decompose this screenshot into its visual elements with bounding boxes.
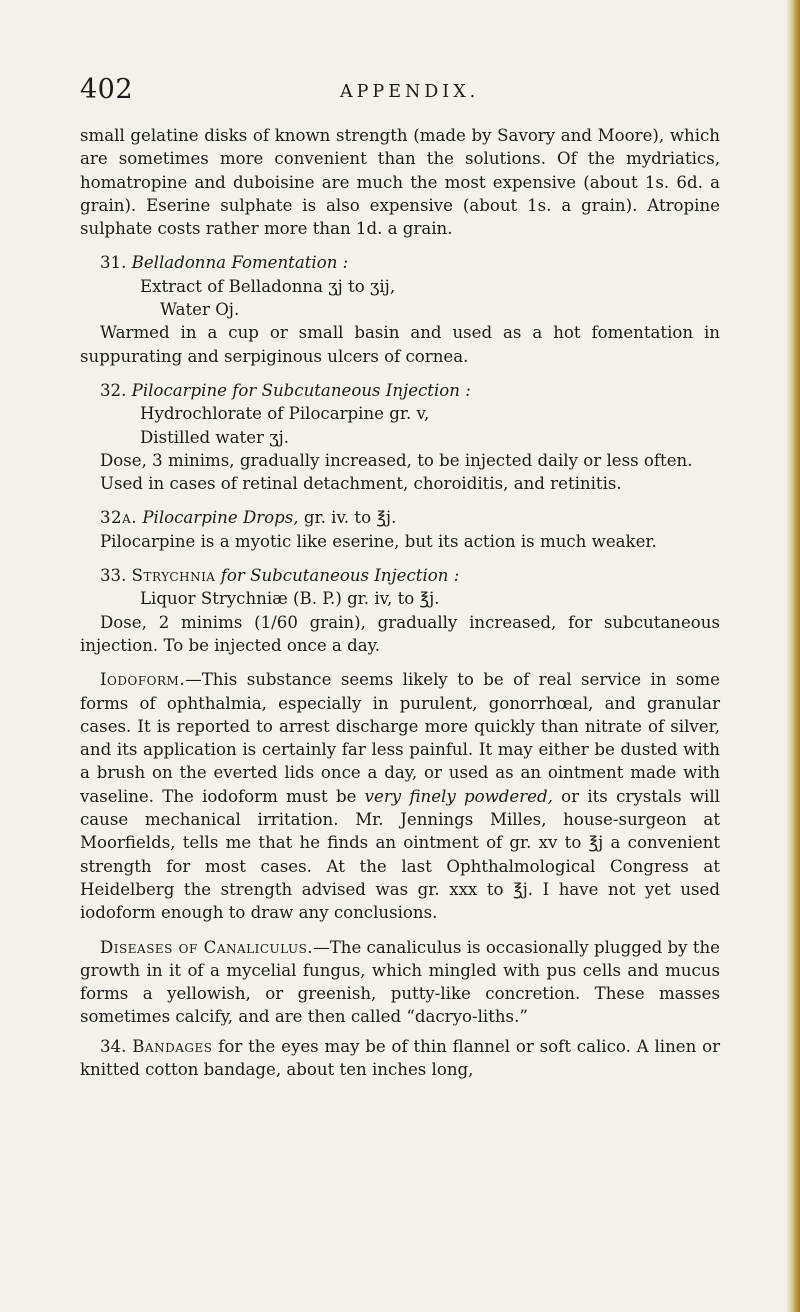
page-number: 402	[80, 74, 134, 105]
iodoform-paragraph: Iodoform.—This substance seems likely to be of real service in some forms of ophthalmia, especially in purulent, gonorrhœal, and granular cases. It is reported to arrest discharge more quickly than nitrate of silver, and its application is certainly far less painful. It may either be dusted with a brush on the everted lids once a day, or used as an ointment made with vaseline. The iodoform must be very finely powdered, or its crystals will cause mechanical irritation. Mr. Jennings Milles, house-surgeon at Moorfields, tells me that he finds an ointment of gr. xv to ℥j a convenient strength for most cases. At the last Ophthalmological Congress at Heidelberg the strength advised was gr. xxx to ℥j. I have not yet used iodoform enough to draw any conclusions.	[80, 670, 720, 923]
section-32-rx-line-1: Hydrochlorate of Pilocarpine gr. v,	[140, 404, 430, 424]
section-32-rx-line-2: Distilled water ʒj.	[140, 427, 290, 447]
running-head: APPENDIX.	[340, 82, 480, 102]
book-page	[80, 68, 720, 1081]
section-32a-text: Pilocarpine is a myotic like eserine, but its action is much weaker.	[100, 531, 657, 551]
section-33-text: Dose, 2 minims (1/60 grain), gradually increased, for subcutaneous injection. To be injected once a day.	[80, 612, 720, 655]
page-edge	[786, 0, 800, 1312]
section-33-heading: 33. Strychnia for Subcutaneous Injection :	[100, 566, 460, 586]
page-body	[80, 124, 720, 1081]
section-31-text: Warmed in a cup or small basin and used as a hot fomentation in suppurating and serpiginous ulcers of cornea.	[80, 323, 720, 366]
section-32-usage: Used in cases of retinal detachment, choroiditis, and retinitis.	[100, 474, 622, 494]
section-32-heading: 32. Pilocarpine for Subcutaneous Injection :	[100, 380, 471, 400]
section-33-rx-line-1: Liquor Strychniæ (B. P.) gr. iv, to ℥j.	[140, 589, 440, 609]
paragraph-gelatine-disks: small gelatine disks of known strength (made by Savory and Moore), which are sometimes more convenient than the solutions. Of the mydriatics, homatropine and duboisine are much the most expensive (about 1s. 6d. a grain). Eserine sulphate is also expensive (about 1s. a grain). Atropine sulphate costs rather more than 1d. a grain.	[80, 126, 720, 239]
section-31-rx-line-1: Extract of Belladonna ʒj to ʒij,	[140, 276, 396, 296]
section-31-rx-line-2: Water Oj.	[160, 300, 240, 320]
section-32-dose: Dose, 3 minims, gradually increased, to be injected daily or less often.	[100, 450, 693, 470]
section-34-paragraph: 34. Bandages for the eyes may be of thin flannel or soft calico. A linen or knitted cotton bandage, about ten inches long,	[80, 1036, 721, 1079]
section-31-heading: 31. Belladonna Fomentation :	[100, 253, 349, 273]
page-header	[80, 68, 720, 124]
canaliculus-paragraph: Diseases of Canaliculus.—The canaliculus is occasionally plugged by the growth in it of a mycelial fungus, which mingled with pus cells and mucus forms a yellowish, or greenish, putty-like concretion. These masses sometimes calcify, and are then called “dacryo-liths.”	[80, 937, 721, 1027]
section-32a-heading: 32a. Pilocarpine Drops, gr. iv. to ℥j.	[100, 508, 397, 528]
